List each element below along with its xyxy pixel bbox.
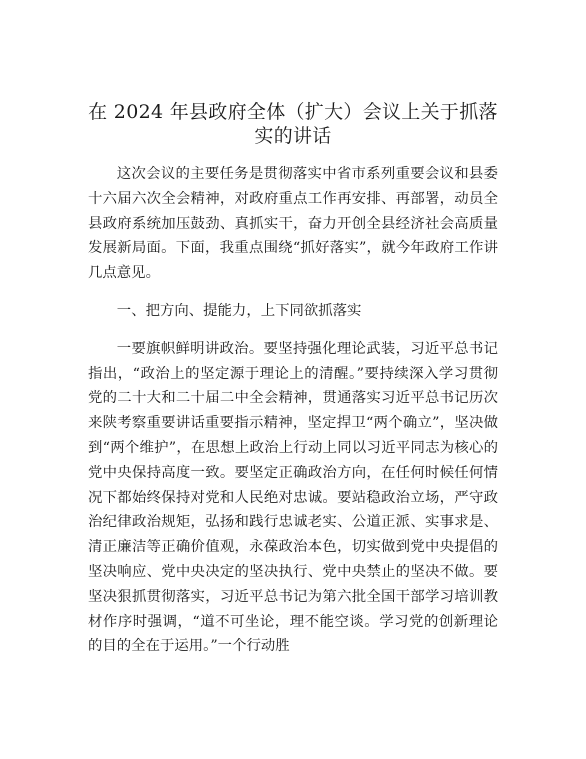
section-heading: 一、把方向、提能力，上下同欲抓落实 — [116, 302, 362, 319]
intro-paragraph: 这次会议的主要任务是贯彻落实中省市系列重要会议和县委十六届六次全会精神，对政府重点工作再安排、再部署，动员全县政府系统加压鼓劲、真抓实干，奋力开创全县经济社会高质量发展新局面。下面，我重点围绕“抓好落实”，就今年政府工作讲几点意见。 — [88, 166, 498, 282]
body-paragraph: 一要旗帜鲜明讲政治。要坚持强化理论武装，习近平总书记指出，“政治上的坚定源于理论上的清醒。”要持续深入学习贯彻党的二十大和二十届二中全会精神，贯通落实习近平总书记历次来陕考察重要讲话重要指示精神，坚定捍卫“两个确立”，坚决做到“两个维护”，在思想上政治上行动上同以习近平同志为核心的党中央保持高度一致。要坚定正确政治方向，在任何时候任何情况下都始终保持对党和人民绝对忠诚。要站稳政治立场，严守政治纪律政治规矩，弘扬和践行忠诚老实、公道正派、实事求是、清正廉洁等正确价值观，永葆政治本色，切实做到党中央提倡的坚决响应、党中央决定的坚决执行、党中央禁止的坚决不做。要坚决狠抓贯彻落实，习近平总书记为第六批全国干部学习培训教材作序时强调，“道不可坐论，理不能空谈。学习党的创新理论的目的全在于运用。”一个行动胜 — [88, 340, 498, 655]
document-title: 在 2024 年县政府全体（扩大）会议上关于抓落实的讲话 — [88, 101, 498, 147]
